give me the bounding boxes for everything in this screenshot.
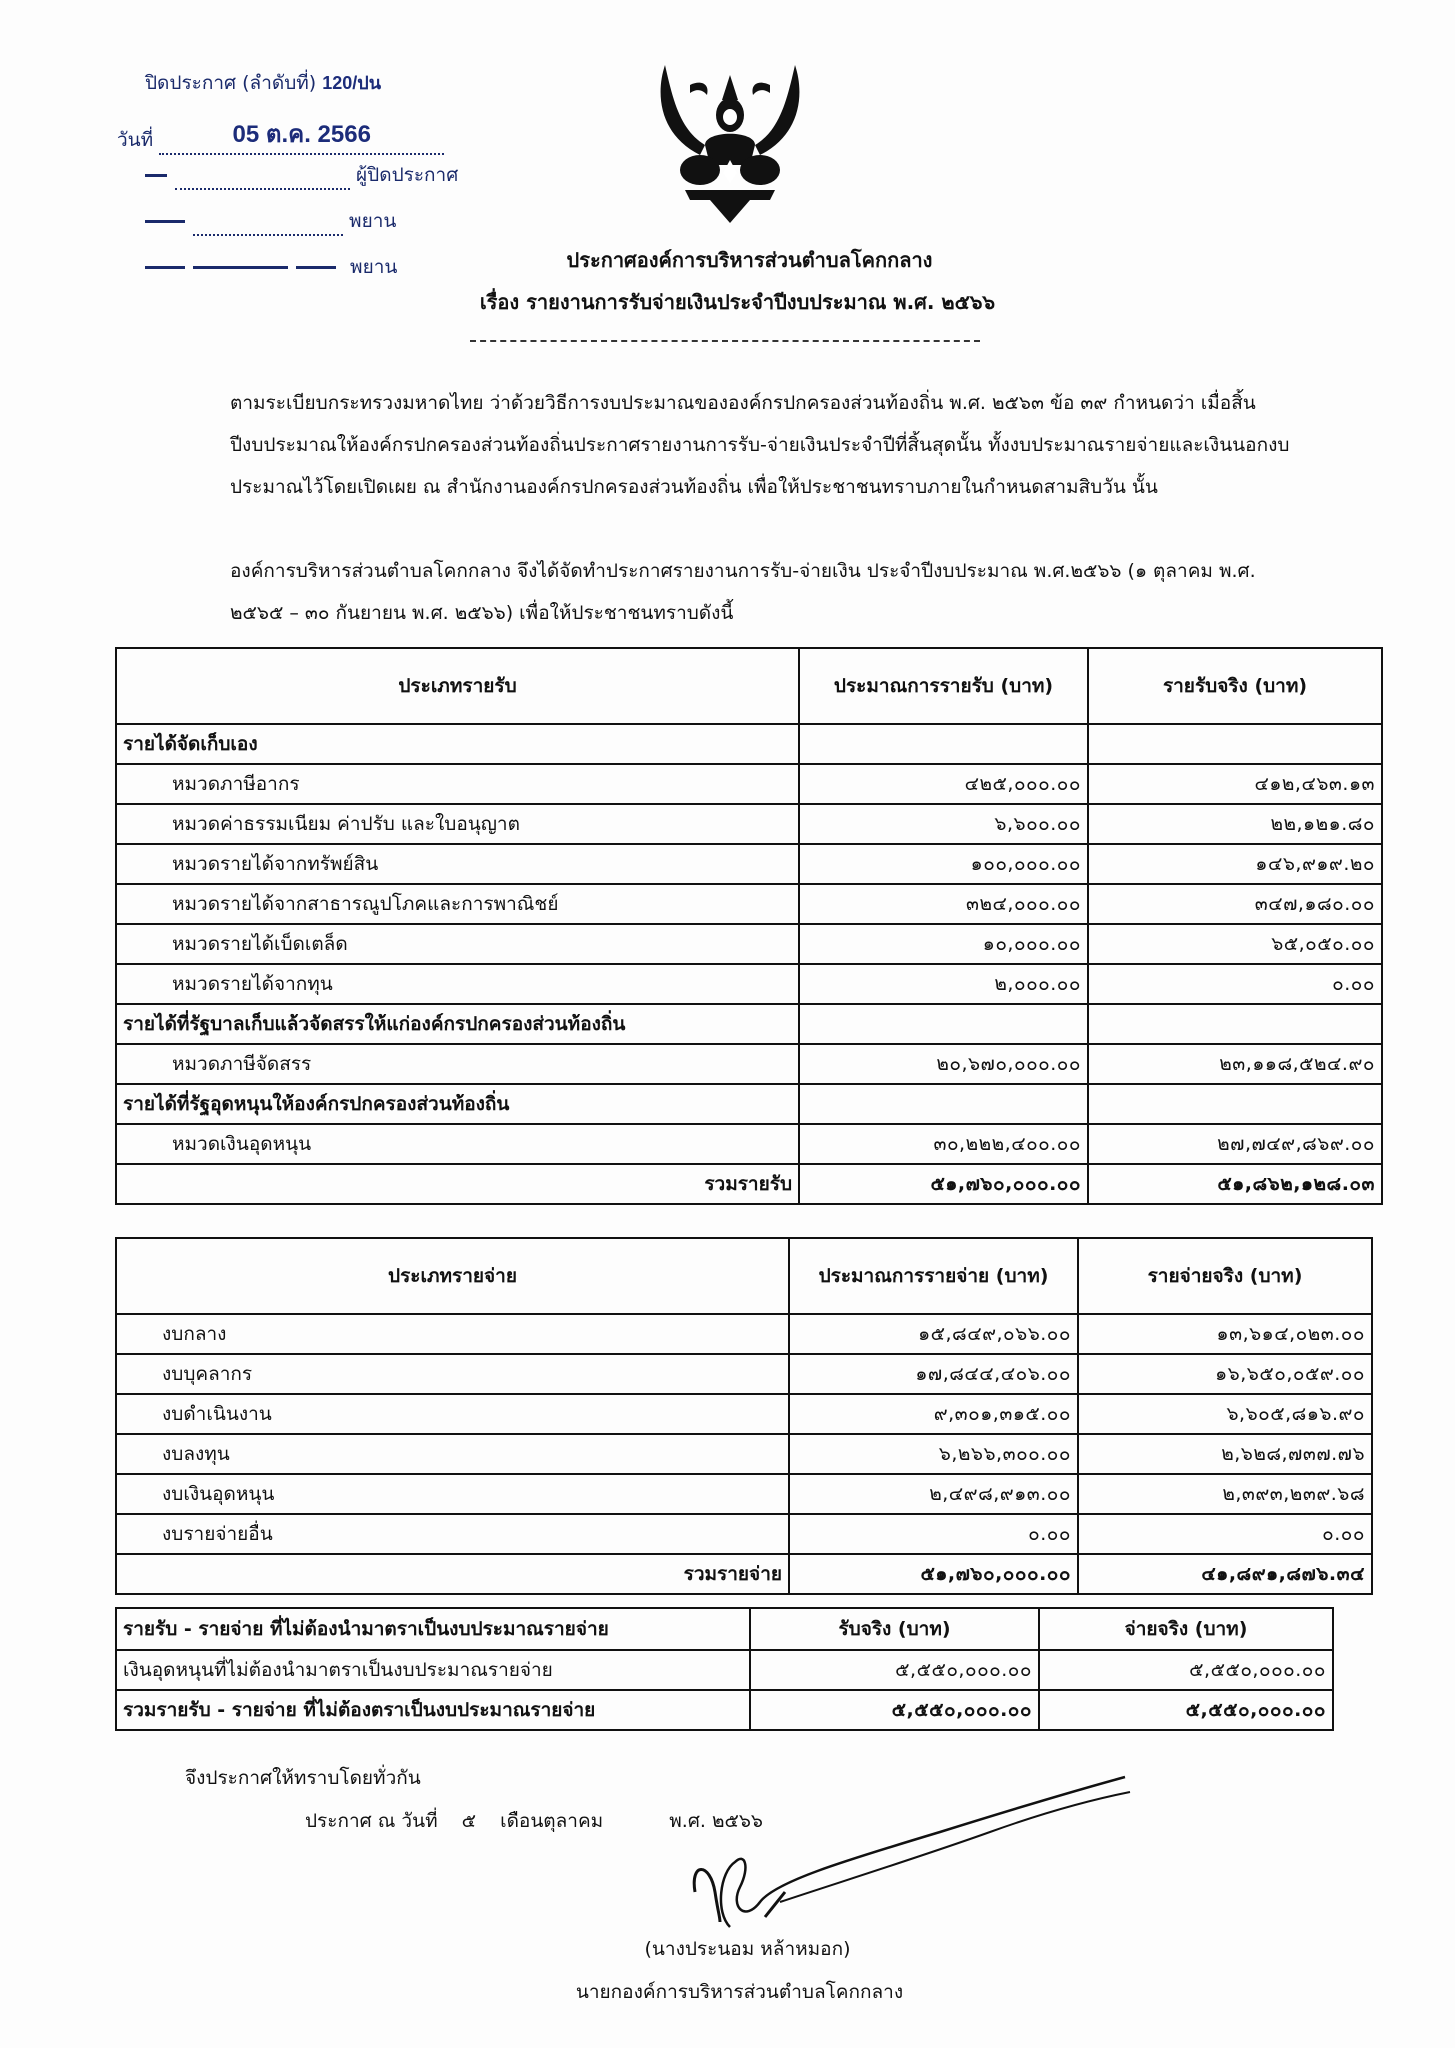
income-actual: ๐.๐๐ bbox=[1088, 964, 1382, 1004]
offbudget-row-total bbox=[116, 1690, 1333, 1730]
expense-actual: ๑๓,๖๑๔,๐๒๓.๐๐ bbox=[1078, 1314, 1372, 1354]
income-label: หมวดภาษีจัดสรร bbox=[116, 1044, 799, 1084]
offbudget-table-body bbox=[116, 1650, 1333, 1730]
expense-actual: ๑๖,๖๕๐,๐๕๙.๐๐ bbox=[1078, 1354, 1372, 1394]
income-actual bbox=[1088, 1084, 1382, 1124]
income-estimate: ๔๒๕,๐๐๐.๐๐ bbox=[799, 764, 1088, 804]
expense-estimate: ๕๑,๗๖๐,๐๐๐.๐๐ bbox=[789, 1554, 1078, 1594]
announce-statement: จึงประกาศให้ทราบโดยทั่วกัน bbox=[185, 1767, 421, 1789]
income-row-item bbox=[116, 804, 1382, 844]
income-label: รายได้ที่รัฐอุดหนุนให้องค์กรปกครองส่วนท้องถิ่น bbox=[116, 1084, 799, 1124]
stamp-posted-label: ปิดประกาศ (ลำดับที่) bbox=[145, 72, 317, 94]
income-label: หมวดรายได้จากทรัพย์สิน bbox=[116, 844, 799, 884]
expense-label: งบลงทุน bbox=[116, 1434, 789, 1474]
stamp-poster-line bbox=[145, 160, 485, 206]
expense-actual: ๒,๓๙๓,๒๓๙.๖๘ bbox=[1078, 1474, 1372, 1514]
income-actual: ๖๕,๐๕๐.๐๐ bbox=[1088, 924, 1382, 964]
expense-actual: ๔๑,๘๙๑,๘๗๖.๓๔ bbox=[1078, 1554, 1372, 1594]
expense-row-item bbox=[116, 1474, 1372, 1514]
expense-estimate: ๖,๒๖๖,๓๐๐.๐๐ bbox=[789, 1434, 1078, 1474]
witness-signature-field-1 bbox=[193, 234, 343, 236]
offbudget-header-paid: จ่ายจริง (บาท) bbox=[1039, 1608, 1333, 1650]
poster-signature-field bbox=[175, 188, 350, 190]
income-label: รายได้ที่รัฐบาลเก็บแล้วจัดสรรให้แก่องค์กรปกครองส่วนท้องถิ่น bbox=[116, 1004, 799, 1044]
date-year: พ.ศ. ๒๕๖๖ bbox=[669, 1810, 763, 1832]
income-header-actual: รายรับจริง (บาท) bbox=[1088, 648, 1382, 724]
income-estimate: ๕๑,๗๖๐,๐๐๐.๐๐ bbox=[799, 1164, 1088, 1204]
paragraph-1-text: ตามระเบียบกระทรวงมหาดไทย ว่าด้วยวิธีการงบประมาณขององค์กรปกครองส่วนท้องถิ่น พ.ศ. ๒๕๖๓ ข้อ ๓๙ กำหนดว่า เมื่อสิ้นปีงบประมาณให้องค์กรปกครองส่วนท้องถิ่นประกาศรายงานการรับ-จ่ายเงินประจำปีที่สิ้นสุดนั้น ทั้งงบประมาณรายจ่ายและเงินนอกงบประมาณไว้โดยเปิดเผย ณ สำนักงานองค์กรปกครองส่วนท้องถิ่น เพื่อให้ประชาชนทราบภายในกำหนดสามสิบวัน นั้น bbox=[230, 392, 1290, 498]
income-row-item bbox=[116, 964, 1382, 1004]
income-actual: ๒๗,๗๔๙,๘๖๙.๐๐ bbox=[1088, 1124, 1382, 1164]
income-estimate: ๑๐๐,๐๐๐.๐๐ bbox=[799, 844, 1088, 884]
expense-actual: ๒,๖๒๘,๗๓๗.๗๖ bbox=[1078, 1434, 1372, 1474]
stamp-posted-line bbox=[145, 68, 485, 114]
expense-row-item bbox=[116, 1434, 1372, 1474]
income-row-item bbox=[116, 764, 1382, 804]
income-actual: ๔๑๒,๔๖๓.๑๓ bbox=[1088, 764, 1382, 804]
announcement-title: ประกาศองค์การบริหารส่วนตำบลโคกกลาง bbox=[566, 248, 933, 272]
offbudget-paid: ๕,๕๕๐,๐๐๐.๐๐ bbox=[1039, 1690, 1333, 1730]
income-estimate: ๒๐,๖๗๐,๐๐๐.๐๐ bbox=[799, 1044, 1088, 1084]
income-estimate: ๑๐,๐๐๐.๐๐ bbox=[799, 924, 1088, 964]
offbudget-header-received: รับจริง (บาท) bbox=[750, 1608, 1039, 1650]
income-actual bbox=[1088, 1004, 1382, 1044]
expense-estimate: ๑๗,๘๔๔,๔๐๖.๐๐ bbox=[789, 1354, 1078, 1394]
expense-header-type: ประเภทรายจ่าย bbox=[116, 1238, 789, 1314]
garuda-emblem-icon bbox=[645, 55, 815, 225]
signature-icon bbox=[690, 1752, 1140, 1932]
income-label: หมวดภาษีอากร bbox=[116, 764, 799, 804]
income-actual: ๓๔๗,๑๘๐.๐๐ bbox=[1088, 884, 1382, 924]
stamp-date-field bbox=[159, 114, 444, 155]
offbudget-received: ๕,๕๕๐,๐๐๐.๐๐ bbox=[750, 1690, 1039, 1730]
expense-table-body bbox=[116, 1314, 1372, 1594]
expense-row-item bbox=[116, 1394, 1372, 1434]
expense-estimate: ๒,๔๙๘,๙๑๓.๐๐ bbox=[789, 1474, 1078, 1514]
expense-row-total bbox=[116, 1554, 1372, 1594]
income-row-item bbox=[116, 1124, 1382, 1164]
expense-estimate: ๑๕,๘๔๙,๐๖๖.๐๐ bbox=[789, 1314, 1078, 1354]
income-table-body bbox=[116, 724, 1382, 1204]
expense-label: งบรายจ่ายอื่น bbox=[116, 1514, 789, 1554]
income-actual bbox=[1088, 724, 1382, 764]
stamp-witness-label-2: พยาน bbox=[350, 256, 398, 278]
expense-label: รวมรายจ่าย bbox=[116, 1554, 789, 1594]
income-header-estimate: ประมาณการรายรับ (บาท) bbox=[799, 648, 1088, 724]
income-header-type: ประเภทรายรับ bbox=[116, 648, 799, 724]
income-label: หมวดรายได้จากสาธารณูปโภคและการพาณิชย์ bbox=[116, 884, 799, 924]
expense-header-actual: รายจ่ายจริง (บาท) bbox=[1078, 1238, 1372, 1314]
paragraph-2-text: องค์การบริหารส่วนตำบลโคกกลาง จึงได้จัดทำประกาศรายงานการรับ-จ่ายเงิน ประจำปีงบประมาณ พ.ศ.๒๕๖๖ (๑ ตุลาคม พ.ศ. ๒๕๖๕ – ๓๐ กันยายน พ.ศ. ๒๕๖๖) เพื่อให้ประชาชนทราบดังนี้ bbox=[230, 560, 1256, 624]
income-label: หมวดเงินอุดหนุน bbox=[116, 1124, 799, 1164]
income-label: หมวดรายได้จากทุน bbox=[116, 964, 799, 1004]
income-actual: ๒๓,๑๑๘,๕๒๔.๙๐ bbox=[1088, 1044, 1382, 1084]
stamp-posted-number: 120/ปน bbox=[322, 73, 382, 93]
offbudget-table bbox=[115, 1607, 1334, 1731]
income-estimate bbox=[799, 1084, 1088, 1124]
date-day: ๕ bbox=[461, 1810, 477, 1832]
date-prefix: ประกาศ ณ วันที่ bbox=[305, 1810, 438, 1832]
offbudget-header-row bbox=[116, 1608, 1333, 1650]
signer-title: นายกองค์การบริหารส่วนตำบลโคกกลาง bbox=[575, 1981, 904, 2003]
offbudget-header-type: รายรับ - รายจ่าย ที่ไม่ต้องนำมาตราเป็นงบประมาณรายจ่าย bbox=[116, 1608, 750, 1650]
offbudget-label: เงินอุดหนุนที่ไม่ต้องนำมาตราเป็นงบประมาณรายจ่าย bbox=[116, 1650, 750, 1690]
dash bbox=[145, 220, 185, 223]
dash bbox=[145, 174, 167, 177]
expense-row-item bbox=[116, 1514, 1372, 1554]
income-estimate: ๓๒๔,๐๐๐.๐๐ bbox=[799, 884, 1088, 924]
stamp-date-line bbox=[117, 114, 485, 160]
income-row-group bbox=[116, 724, 1382, 764]
expense-header-row bbox=[116, 1238, 1372, 1314]
expense-label: งบดำเนินงาน bbox=[116, 1394, 789, 1434]
expense-label: งบเงินอุดหนุน bbox=[116, 1474, 789, 1514]
offbudget-label: รวมรายรับ - รายจ่าย ที่ไม่ต้องตราเป็นงบประมาณรายจ่าย bbox=[116, 1690, 750, 1730]
income-row-item bbox=[116, 844, 1382, 884]
income-row-group bbox=[116, 1004, 1382, 1044]
expense-row-item bbox=[116, 1354, 1372, 1394]
income-label: รวมรายรับ bbox=[116, 1164, 799, 1204]
income-actual: ๒๒,๑๒๑.๘๐ bbox=[1088, 804, 1382, 844]
paragraph-2 bbox=[120, 550, 1310, 634]
expense-actual: ๐.๐๐ bbox=[1078, 1514, 1372, 1554]
date-month: เดือนตุลาคม bbox=[500, 1810, 604, 1832]
income-estimate: ๓๐,๒๒๒,๔๐๐.๐๐ bbox=[799, 1124, 1088, 1164]
offbudget-received: ๕,๕๕๐,๐๐๐.๐๐ bbox=[750, 1650, 1039, 1690]
expense-label: งบบุคลากร bbox=[116, 1354, 789, 1394]
expense-table bbox=[115, 1237, 1373, 1595]
expense-row-item bbox=[116, 1314, 1372, 1354]
income-estimate bbox=[799, 1004, 1088, 1044]
expense-estimate: ๐.๐๐ bbox=[789, 1514, 1078, 1554]
paragraph-1 bbox=[120, 382, 1310, 508]
income-actual: ๑๔๖,๙๑๙.๒๐ bbox=[1088, 844, 1382, 884]
expense-label: งบกลาง bbox=[116, 1314, 789, 1354]
income-actual: ๕๑,๘๖๒,๑๒๘.๐๓ bbox=[1088, 1164, 1382, 1204]
income-row-item bbox=[116, 884, 1382, 924]
income-row-item bbox=[116, 1044, 1382, 1084]
income-table bbox=[115, 647, 1383, 1205]
income-header-row bbox=[116, 648, 1382, 724]
stamp-poster-label: ผู้ปิดประกาศ bbox=[356, 164, 459, 186]
expense-header-estimate: ประมาณการรายจ่าย (บาท) bbox=[789, 1238, 1078, 1314]
stamp-date-label: วันที่ bbox=[117, 129, 154, 151]
title-divider bbox=[470, 340, 980, 342]
expense-estimate: ๙,๓๐๑,๓๑๕.๐๐ bbox=[789, 1394, 1078, 1434]
income-label: หมวดรายได้เบ็ดเตล็ด bbox=[116, 924, 799, 964]
income-label: รายได้จัดเก็บเอง bbox=[116, 724, 799, 764]
stamp-date-value: 05 ต.ค. 2566 bbox=[232, 121, 371, 148]
income-row-group bbox=[116, 1084, 1382, 1124]
signer-name: (นางประนอม หล้าหมอก) bbox=[644, 1938, 851, 1960]
income-estimate: ๒,๐๐๐.๐๐ bbox=[799, 964, 1088, 1004]
income-row-total bbox=[116, 1164, 1382, 1204]
offbudget-paid: ๕,๕๕๐,๐๐๐.๐๐ bbox=[1039, 1650, 1333, 1690]
stamp-witness-label-1: พยาน bbox=[349, 210, 397, 232]
offbudget-row-item bbox=[116, 1650, 1333, 1690]
income-label: หมวดค่าธรรมเนียม ค่าปรับ และใบอนุญาต bbox=[116, 804, 799, 844]
income-row-item bbox=[116, 924, 1382, 964]
announcement-subject: เรื่อง รายงานการรับจ่ายเงินประจำปีงบประมาณ พ.ศ. ๒๕๖๖ bbox=[479, 290, 996, 314]
income-estimate: ๖,๖๐๐.๐๐ bbox=[799, 804, 1088, 844]
expense-actual: ๖,๖๐๕,๘๑๖.๙๐ bbox=[1078, 1394, 1372, 1434]
income-estimate bbox=[799, 724, 1088, 764]
